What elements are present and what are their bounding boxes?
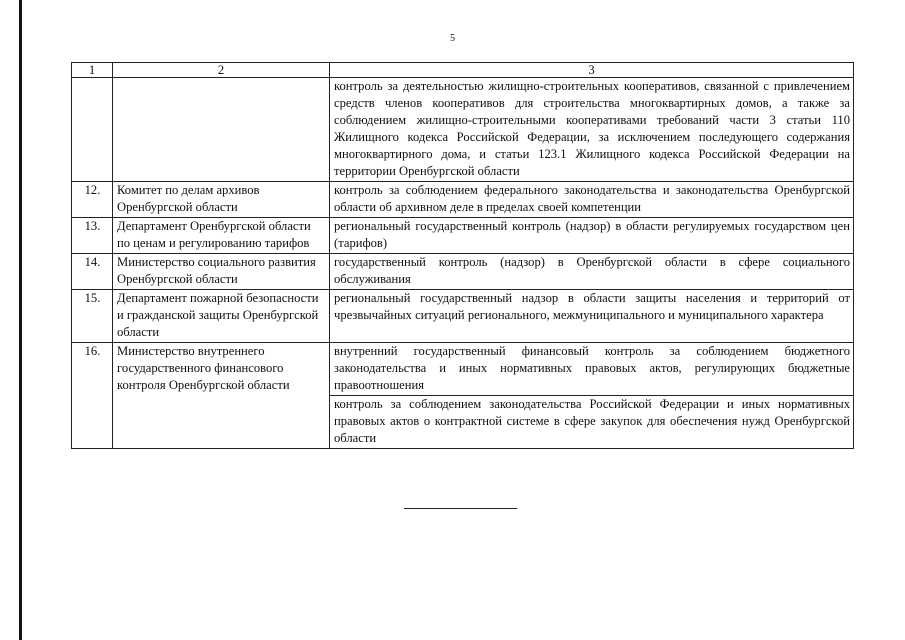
authority-name: Департамент Оренбургской области по ценам и регулированию тарифов (113, 218, 330, 254)
control-functions-table (71, 62, 854, 449)
table-row (72, 290, 854, 343)
row-number: 13. (72, 218, 113, 254)
authority-name (113, 78, 330, 182)
row-number: 15. (72, 290, 113, 343)
authority-name: Министерство социального развития Оренбургской области (113, 254, 330, 290)
column-header-number: 1 (72, 63, 113, 78)
column-header-authority: 2 (113, 63, 330, 78)
control-function: контроль за соблюдением законодательства Российской Федерации и иных нормативных правовых актов о контрактной системе в сфере закупок для обеспечения нужд Оренбургской области (330, 396, 854, 449)
table-row (72, 254, 854, 290)
row-number: 16. (72, 343, 113, 449)
table-header-row (72, 63, 854, 78)
page-number: 5 (450, 33, 455, 44)
column-header-functions: 3 (330, 63, 854, 78)
row-number (72, 78, 113, 182)
control-function: региональный государственный надзор в области защиты населения и территорий от чрезвычайных ситуаций регионального, межмуниципального и муниципального характера (330, 290, 854, 343)
table-row (72, 343, 854, 396)
row-number: 12. (72, 182, 113, 218)
control-function: контроль за соблюдением федерального законодательства и законодательства Оренбургской области об архивном деле в пределах своей компетенции (330, 182, 854, 218)
control-function: внутренний государственный финансовый контроль за соблюдением бюджетного законодательства и иных нормативных правовых актов, регулирующих бюджетные правоотношения (330, 343, 854, 396)
page-edge-bar (19, 0, 22, 640)
row-number: 14. (72, 254, 113, 290)
table-row (72, 182, 854, 218)
control-function: государственный контроль (надзор) в Оренбургской области в сфере социального обслуживания (330, 254, 854, 290)
authority-name: Департамент пожарной безопасности и гражданской защиты Оренбургской области (113, 290, 330, 343)
table-row (72, 218, 854, 254)
control-function: контроль за деятельностью жилищно-строительных кооперативов, связанной с привлечением средств членов кооперативов для строительства многоквартирных домов, а также за соблюдением жилищно-строительными кооперативами требований части 3 статьи 110 Жилищного кодекса Российской Федерации, за исключением последующего содержания многоквартирного дома, и статьи 123.1 Жилищного кодекса Российской Федерации на территории Оренбургской области (330, 78, 854, 182)
control-function: региональный государственный контроль (надзор) в области регулируемых государством цен (тарифов) (330, 218, 854, 254)
table-row (72, 78, 854, 182)
closing-rule (404, 508, 517, 509)
authority-name: Комитет по делам архивов Оренбургской области (113, 182, 330, 218)
authority-name: Министерство внутреннего государственного финансового контроля Оренбургской области (113, 343, 330, 449)
